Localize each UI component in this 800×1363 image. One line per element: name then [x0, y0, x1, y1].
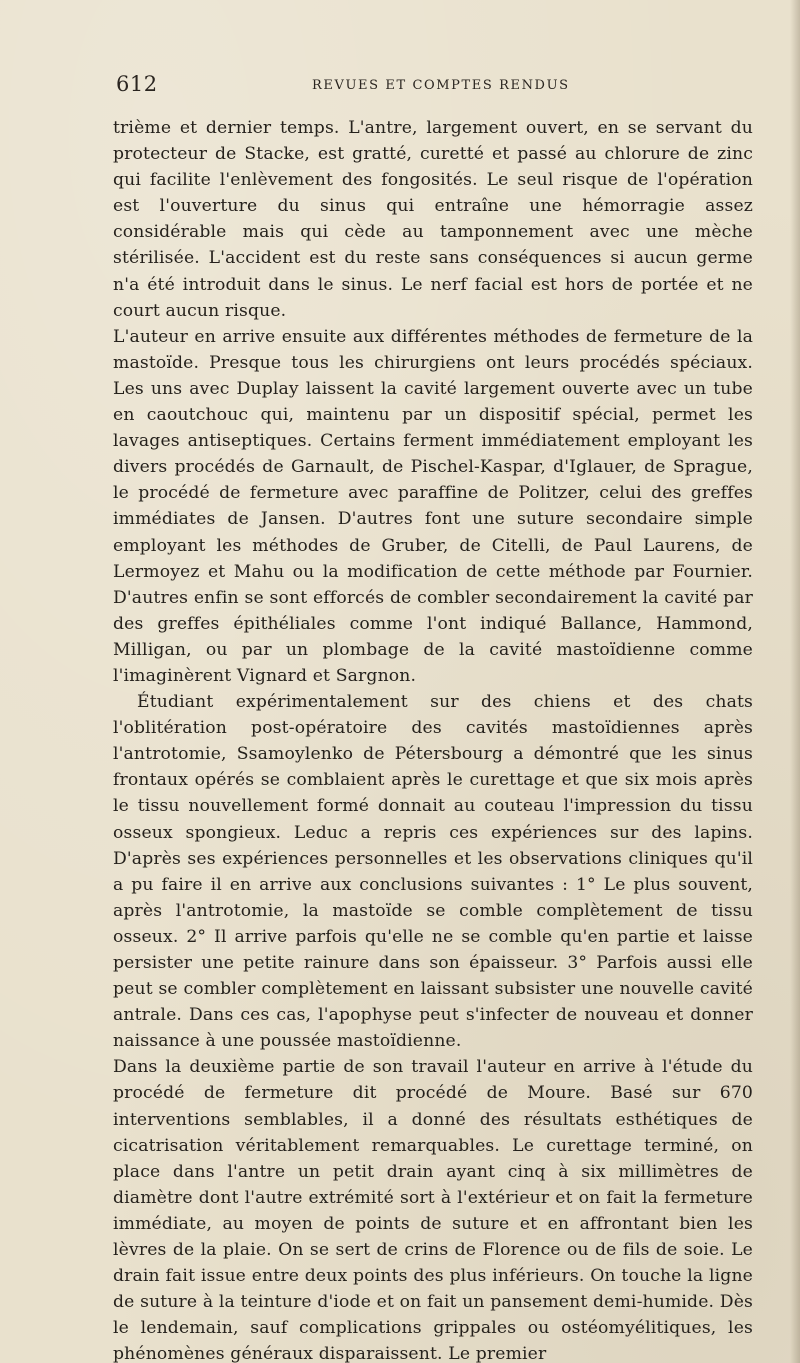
paragraph-moure-procedure: Dans la deuxième partie de son travail l'auteur en arrive à l'étude du procédé de fermeture dit procédé de Moure. Basé sur 670 interventions semblables, il a donné des résultats esthétiques de cicatrisation véritablement remarquables. Le curettage terminé, on place dans l'antre un petit drain ayant cinq à six millimètres de diamètre dont l'autre extrémité sort à l'extérieur et on fait la fermeture immédiate, au moyen de points de suture et en affrontant bien les lèvres de la plaie. On se sert de crins de Florence ou de fils de soie. Le drain fait issue entre deux points des plus inférieurs. On touche la ligne de suture à la teinture d'iode et on fait un pansement demi-humide. Dès le lendemain, sauf complications grippales ou ostéomyélitiques, les phénomènes généraux disparaissent. Le premier	[113, 1057, 753, 1363]
body-text	[113, 115, 753, 1363]
paragraph-continuation: trième et dernier temps. L'antre, largement ouvert, en se servant du protecteur de Stacke, est gratté, curetté et passé au chlorure de zinc qui facilite l'enlèvement des fongosités. Le seul risque de l'opération est l'ouverture du sinus qui entraîne une hémorragie assez considérable mais qui cède au tamponnement avec une mèche stérilisée. L'accident est du reste sans conséquences si aucun germe n'a été introduit dans le sinus. Le nerf facial est hors de portée et ne court aucun risque.	[113, 118, 753, 321]
running-head: REVUES ET COMPTES RENDUS	[312, 78, 570, 93]
page-header	[116, 72, 756, 102]
page-number: 612	[116, 72, 158, 96]
paragraph-closure-methods: L'auteur en arrive ensuite aux différentes méthodes de fermeture de la mastoïde. Presque tous les chirurgiens ont leurs procédés spéciaux. Les uns avec Duplay laissent la cavité largement ouverte avec un tube en caoutchouc qui, maintenu par un dispositif spécial, permet les lavages antiseptiques. Certains ferment immédiatement employant les divers procédés de Garnault, de Pischel-Kaspar, d'Iglauer, de Sprague, le procédé de fermeture avec paraffine de Politzer, celui des greffes immédiates de Jansen. D'autres font une suture secondaire simple employant les méthodes de Gruber, de Citelli, de Paul Laurens, de Lermoyez et Mahu ou la modification de cette méthode par Fournier. D'autres enfin se sont efforcés de combler secondairement la cavité par des greffes épithéliales comme l'ont indiqué Ballance, Hammond, Milligan, ou par un plombage de la cavité mastoïdienne comme l'imaginèrent Vignard et Sargnon.	[113, 326, 753, 686]
paragraph-experiments: Étudiant expérimentalement sur des chiens et des chats l'oblitération post-opératoire des cavités mastoïdiennes après l'antrotomie, Ssamoylenko de Pétersbourg a démontré que les sinus frontaux opérés se comblaient après le curettage et que six mois après le tissu nouvellement formé donnait au couteau l'impression du tissu osseux spongieux. Leduc a repris ces expériences sur des lapins. D'après ses expériences personnelles et les observations cliniques qu'il a pu faire il en arrive aux conclusions suivantes : 1° Le plus souvent, après l'antrotomie, la mastoïde se comble complètement de tissu osseux. 2° Il arrive parfois qu'elle ne se comble qu'en partie et laisse persister une petite rainure dans son épaisseur. 3° Parfois aussi elle peut se combler complètement en laissant subsister une nouvelle cavité antrale. Dans ces cas, l'apophyse peut s'infecter de nouveau et donner naissance à une poussée mastoïdienne.	[113, 692, 753, 1052]
